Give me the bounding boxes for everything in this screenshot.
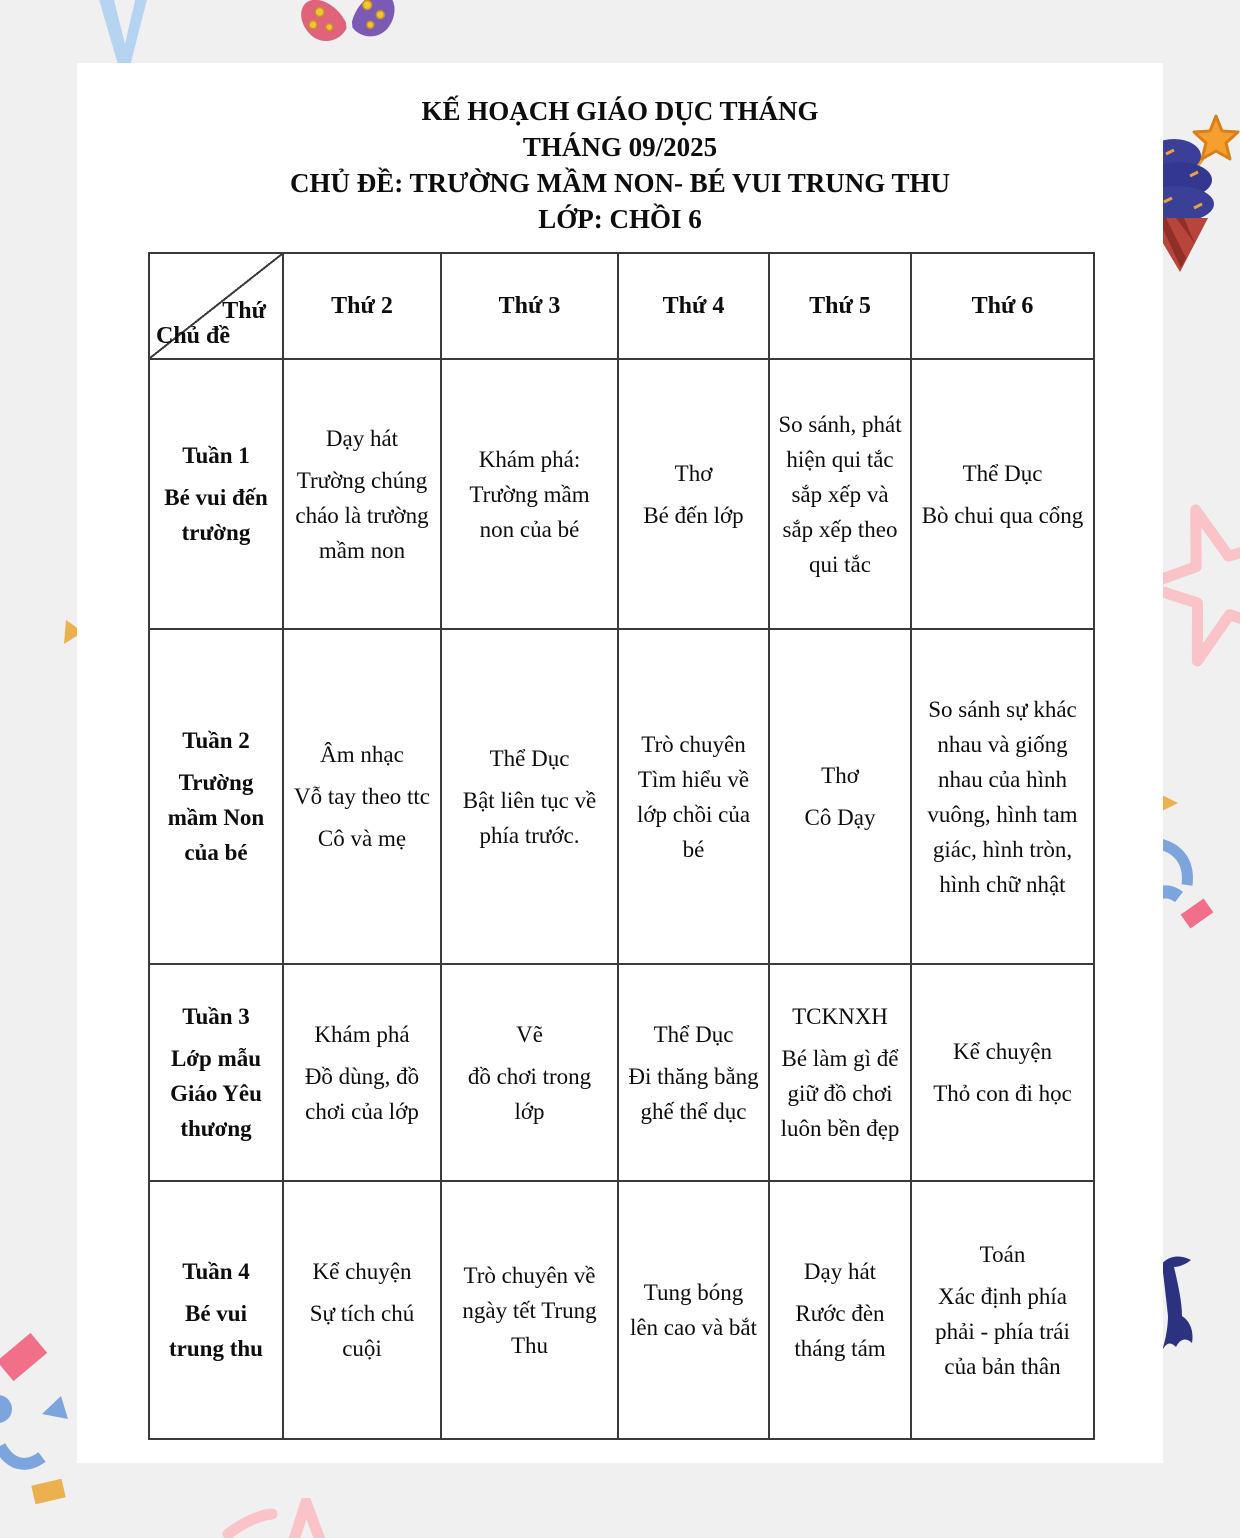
activity-cell: Trò chuyên Tìm hiểu về lớp chồi của bé [618, 629, 769, 964]
activity-cell: Trò chuyên về ngày tết Trung Thu [441, 1181, 618, 1439]
blue-arc-bottom-confetti-icon [0, 1443, 46, 1477]
activity-cell: Kể chuyện Sự tích chú cuội [283, 1181, 441, 1439]
blue-ribbon-v-icon [96, 0, 148, 72]
document-title-block [77, 93, 1163, 237]
activity-cell: Tung bóng lên cao và bắt [618, 1181, 769, 1439]
activity-cell: So sánh sự khác nhau và giống nhau của hình vuông, hình tam giác, hình tròn, hình chữ nhật [911, 629, 1094, 964]
activity-cell: Thơ Cô Dạy [769, 629, 911, 964]
corner-cell [149, 253, 283, 359]
day-header-cell: Thứ 2 [283, 253, 441, 359]
activity-cell: Thể Dục Bật liên tục về phía trước. [441, 629, 618, 964]
butterfly-icon [298, 0, 400, 50]
activity-cell: Khám phá Đồ dùng, đồ chơi của lớp [283, 964, 441, 1181]
activity-cell: Dạy hát Rước đèn tháng tám [769, 1181, 911, 1439]
week-cell: Tuần 2 Trường mầm Non của bé [149, 629, 283, 964]
schedule-table [148, 252, 1095, 1440]
corner-day-label: Thứ [222, 298, 266, 324]
corner-theme-label: Chủ đề [156, 323, 231, 349]
table-row-week2 [149, 629, 1094, 964]
activity-cell: Thể Dục Đi thăng bằng ghế thể dục [618, 964, 769, 1181]
table-row-week3 [149, 964, 1094, 1181]
pink-parallelogram-confetti [0, 1333, 47, 1381]
blue-triangle-confetti-icon [42, 1396, 70, 1422]
table-header-row [149, 253, 1094, 359]
day-header-cell: Thứ 3 [441, 253, 618, 359]
activity-cell: Âm nhạc Vỗ tay theo ttc Cô và mẹ [283, 629, 441, 964]
activity-cell: Thể Dục Bò chui qua cổng [911, 359, 1094, 629]
document-page [77, 63, 1163, 1463]
blue-circle-confetti [0, 1395, 12, 1423]
pink-star-tip-icon [222, 1498, 334, 1538]
title-line-1: KẾ HOẠCH GIÁO DỤC THÁNG [421, 96, 819, 126]
yellow-rect-confetti [31, 1479, 65, 1504]
day-header-cell: Thứ 6 [911, 253, 1094, 359]
day-header-cell: Thứ 5 [769, 253, 911, 359]
navy-shape-icon [1160, 1254, 1196, 1366]
week-cell: Tuần 3 Lớp mẫu Giáo Yêu thương [149, 964, 283, 1181]
table-row-week1 [149, 359, 1094, 629]
activity-cell: So sánh, phát hiện qui tắc sắp xếp và sắp xếp theo qui tắc [769, 359, 911, 629]
week-cell: Tuần 4 Bé vui trung thu [149, 1181, 283, 1439]
orange-triangle-confetti-icon [1160, 794, 1180, 814]
activity-cell: Khám phá: Trường mầm non của bé [441, 359, 618, 629]
day-header-cell: Thứ 4 [618, 253, 769, 359]
week-cell: Tuần 1 Bé vui đến trường [149, 359, 283, 629]
activity-cell: Vẽ đồ chơi trong lớp [441, 964, 618, 1181]
activity-cell: Toán Xác định phía phải - phía trái của bản thân [911, 1181, 1094, 1439]
title-line-3: CHỦ ĐỀ: TRƯỜNG MẦM NON- BÉ VUI TRUNG THU [289, 168, 951, 198]
activity-cell: Thơ Bé đến lớp [618, 359, 769, 629]
title-line-2: THÁNG 09/2025 [522, 132, 718, 162]
activity-cell: Dạy hát Trường chúng cháo là trường mầm non [283, 359, 441, 629]
activity-cell: TCKNXH Bé làm gì để giữ đồ chơi luôn bền đẹp [769, 964, 911, 1181]
activity-cell: Kể chuyện Thỏ con đi học [911, 964, 1094, 1181]
pink-sketch-star-icon [1156, 498, 1240, 678]
title-line-4: LỚP: CHỒI 6 [538, 204, 702, 234]
table-row-week4 [149, 1181, 1094, 1439]
